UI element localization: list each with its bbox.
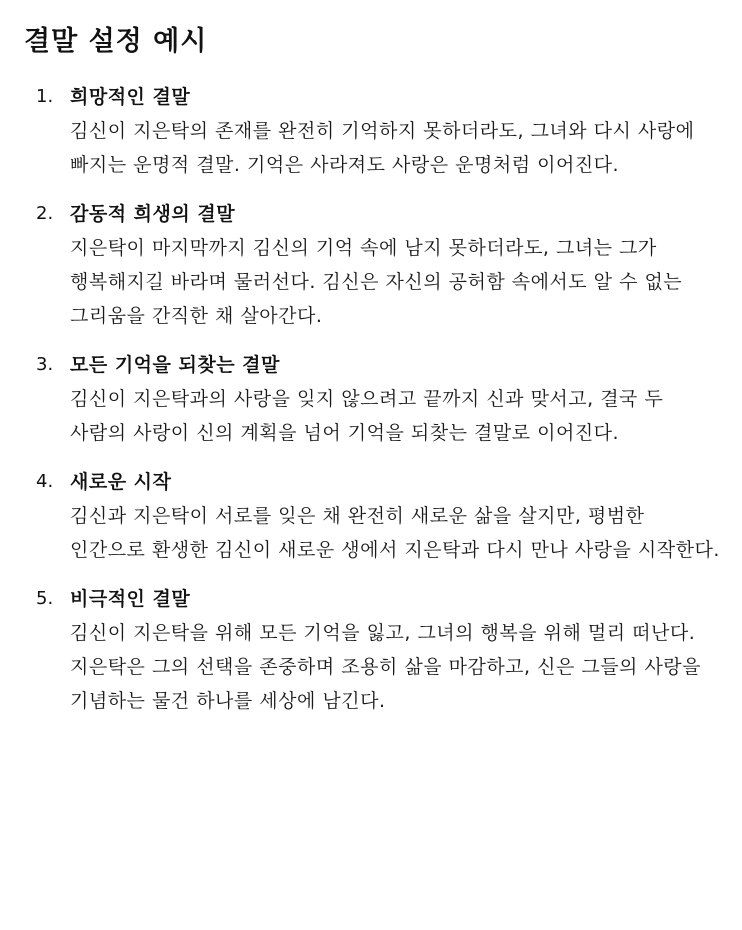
item-title: 모든 기억을 되찾는 결말 <box>70 354 280 376</box>
item-title: 새로운 시작 <box>70 471 172 493</box>
item-title: 감동적 희생의 결말 <box>70 203 236 225</box>
item-description: 지은탁이 마지막까지 김신의 기억 속에 남지 못하더라도, 그녀는 그가 행복해지길 바라며 물러선다. 김신은 자신의 공허함 속에서도 알 수 없는 그리움을 간직한 채 살아간다. <box>70 237 683 327</box>
item-number: 4. <box>36 471 54 492</box>
item-description: 김신과 지은탁이 서로를 잊은 채 완전히 새로운 삶을 살지만, 평범한 인간으로 환생한 김신이 새로운 생에서 지은탁과 다시 만나 사랑을 시작한다. <box>70 505 720 561</box>
item-number: 2. <box>36 203 54 224</box>
ending-list <box>24 80 722 718</box>
list-item-5 <box>24 582 722 718</box>
list-item-1 <box>24 80 722 182</box>
item-description: 김신이 지은탁을 위해 모든 기억을 잃고, 그녀의 행복을 위해 멀리 떠난다. 지은탁은 그의 선택을 존중하며 조용히 삶을 마감하고, 신은 그들의 사랑을 기념하는 물건 하나를 세상에 남긴다. <box>70 622 702 712</box>
item-description: 김신이 지은탁과의 사랑을 잊지 않으려고 끝까지 신과 맞서고, 결국 두 사람의 사랑이 신의 계획을 넘어 기억을 되찾는 결말로 이어진다. <box>70 388 664 444</box>
item-number: 5. <box>36 588 54 609</box>
item-number: 1. <box>36 86 54 107</box>
item-title: 비극적인 결말 <box>70 588 191 610</box>
item-title: 희망적인 결말 <box>70 86 191 108</box>
page-title: 결말 설정 예시 <box>24 26 208 57</box>
item-number: 3. <box>36 354 54 375</box>
list-item-2 <box>24 197 722 333</box>
item-description: 김신이 지은탁의 존재를 완전히 기억하지 못하더라도, 그녀와 다시 사랑에 빠지는 운명적 결말. 기억은 사라져도 사랑은 운명처럼 이어진다. <box>70 120 695 176</box>
list-item-3 <box>24 348 722 450</box>
list-item-4 <box>24 465 722 567</box>
